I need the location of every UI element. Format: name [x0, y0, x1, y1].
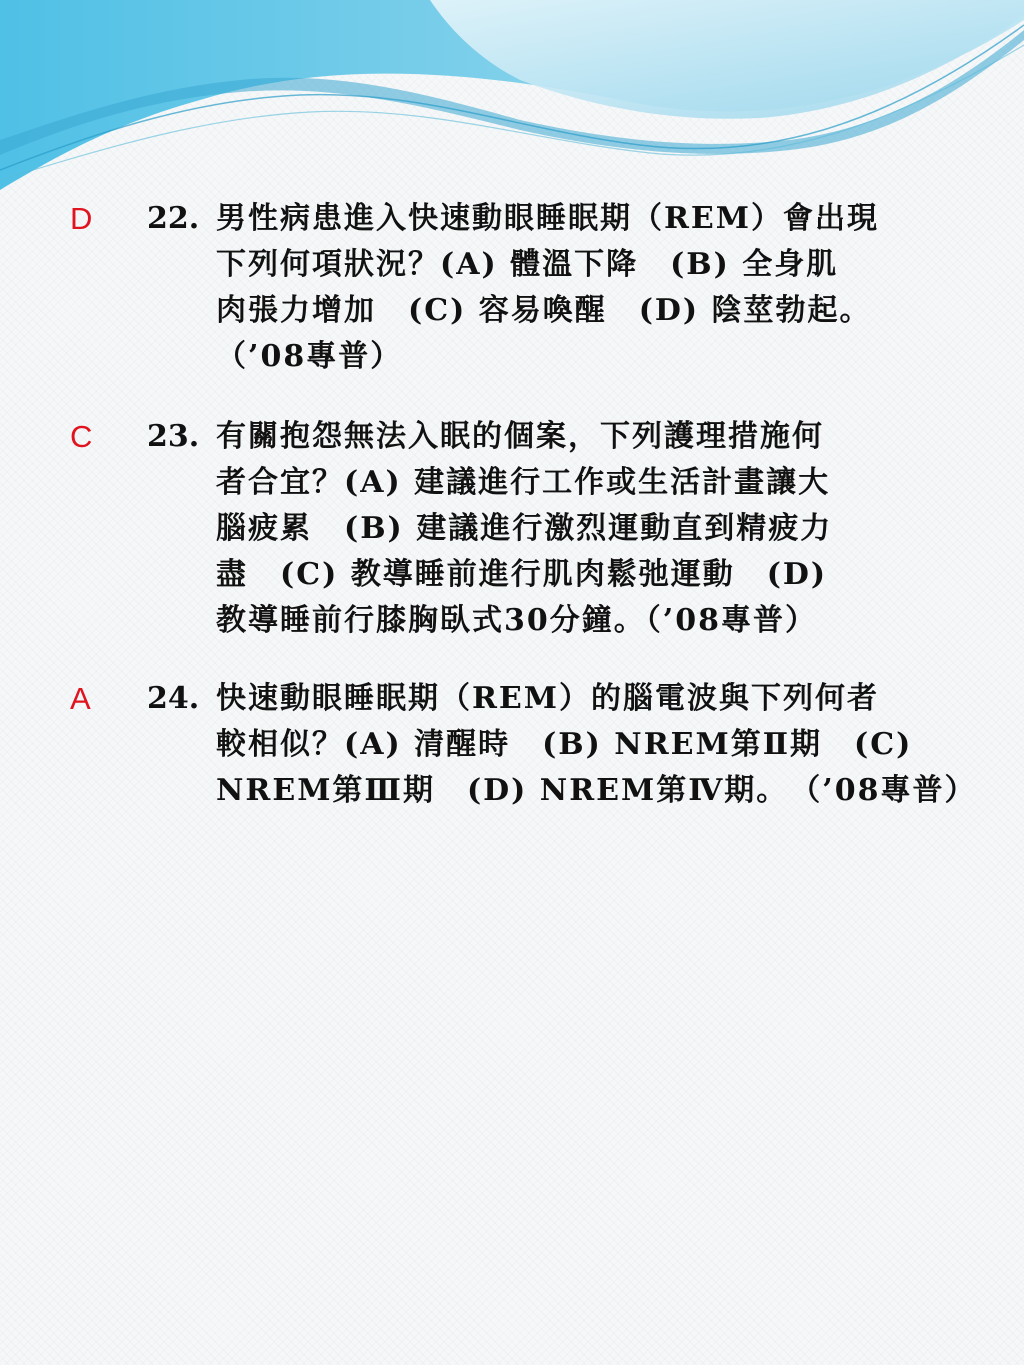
question-line: 腦疲累 (B) 建議進行激烈運動直到精疲力	[216, 511, 833, 546]
answer-key: D	[70, 201, 93, 236]
answer-key: C	[70, 419, 93, 454]
question-line: 男性病患進入快速動眼睡眠期（REM）會出現	[216, 201, 880, 236]
question-line: （’08專普）	[216, 339, 403, 374]
answer-key: A	[70, 681, 91, 716]
question-line: 有關抱怨無法入眠的個案，下列護理措施何	[216, 419, 824, 454]
question-number: 24.	[147, 681, 200, 716]
question-line: 肉張力增加 (C) 容易喚醒 (D) 陰莖勃起。	[216, 293, 872, 328]
question-line: NREM第Ⅲ期 (D) NREM第Ⅳ期。 （’08專普）	[216, 773, 977, 808]
question-line: 盡 (C) 教導睡前進行肌肉鬆弛運動 (D)	[216, 557, 828, 592]
question-line: 下列何項狀況？(A) 體溫下降 (B) 全身肌	[216, 247, 839, 282]
question-text	[216, 414, 1006, 644]
question-line: 教導睡前行膝胸臥式30分鐘。（’08專普）	[216, 603, 817, 638]
question-text	[216, 196, 1006, 380]
question-number: 23.	[147, 419, 200, 454]
question-line: 快速動眼睡眠期（REM）的腦電波與下列何者	[216, 681, 880, 716]
question-line: 者合宜？(A) 建議進行工作或生活計畫讓大	[216, 465, 831, 500]
question-line: 較相似？(A) 清醒時 (B) NREM第Ⅱ期 (C)	[216, 727, 913, 762]
question-number: 22.	[147, 201, 200, 236]
question-text	[216, 676, 1006, 814]
